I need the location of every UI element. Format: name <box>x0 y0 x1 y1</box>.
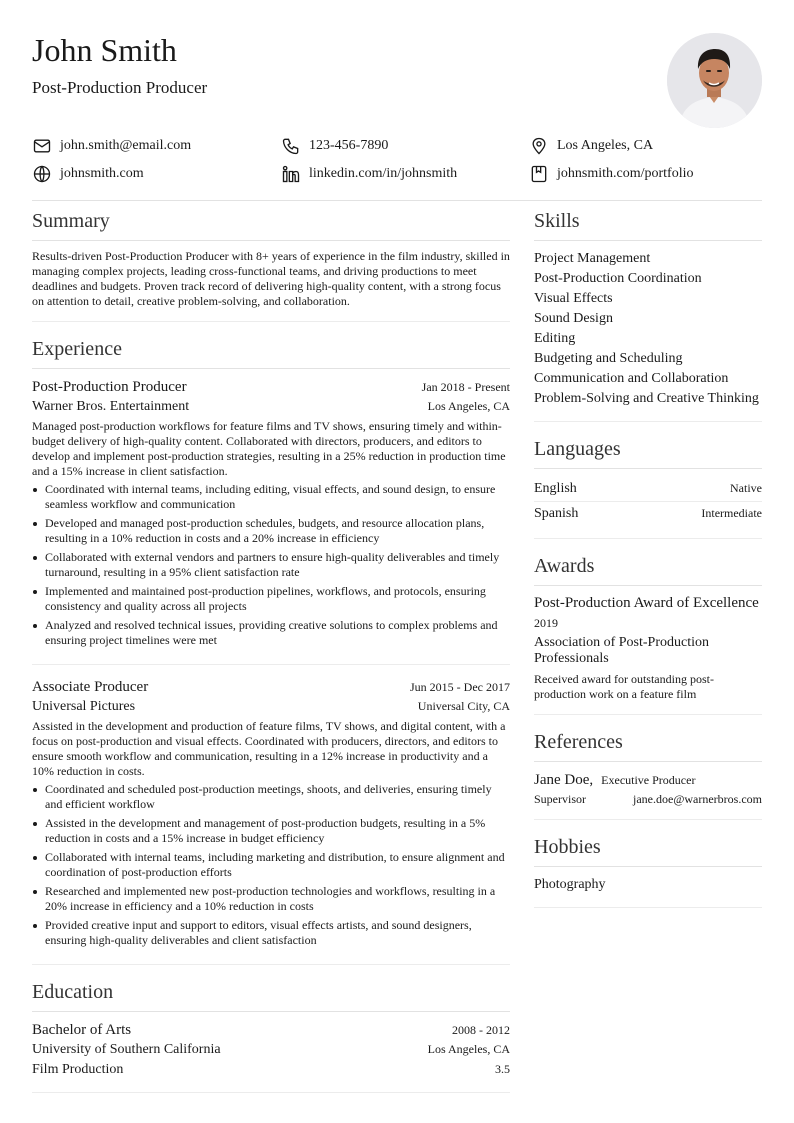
language-level: Intermediate <box>701 506 762 520</box>
language-item <box>534 477 762 501</box>
skill-item: Problem-Solving and Creative Thinking <box>534 391 759 406</box>
job-entry <box>32 377 510 665</box>
language-level: Native <box>730 481 762 495</box>
skill-item: Visual Effects <box>534 291 613 306</box>
summary-text: Results-driven Post-Production Producer with 8+ years of experience in the film industry, skilled in managing complex projects, leading cross-functional teams, and driving productions to meet deadlines and budgets. Proven track record of delivering high-quality content, with a strong focus on attention to detail, creative problem-solving, and collaboration. <box>32 249 510 308</box>
linkedin-text[interactable]: linkedin.com/in/johnsmith <box>309 166 458 181</box>
job-bullets <box>32 482 510 648</box>
education-section <box>32 979 510 1093</box>
gpa: 3.5 <box>495 1062 510 1076</box>
language-name: Spanish <box>534 506 579 521</box>
bullet-item: Implemented and maintained post-production pipelines, workflows, and protocols, ensuring consistency and quality across all projects <box>32 584 510 614</box>
references-heading: References <box>534 729 762 762</box>
experience-section <box>32 336 510 965</box>
education-heading: Education <box>32 979 510 1012</box>
main-column <box>32 208 510 1107</box>
education-dates: 2008 - 2012 <box>452 1023 510 1037</box>
languages-heading: Languages <box>534 436 762 469</box>
degree: Bachelor of Arts <box>32 1022 132 1038</box>
skills-section <box>534 208 762 422</box>
candidate-title: Post-Production Producer <box>32 78 208 97</box>
portfolio-icon <box>529 164 549 184</box>
map-pin-icon <box>529 136 549 156</box>
experience-heading: Experience <box>32 336 510 369</box>
language-name: English <box>534 481 577 496</box>
bullet-item: Assisted in the development and management of post-production budgets, resulting in a 5% reduction in costs and a 15% increase in budget efficiency <box>32 816 510 846</box>
bullet-item: Collaborated with internal teams, including marketing and distribution, to ensure alignment and coordination of post-production efforts <box>32 850 510 880</box>
job-entry <box>32 677 510 948</box>
phone-icon <box>281 136 301 156</box>
location-text: Los Angeles, CA <box>557 138 654 153</box>
reference-role: Executive Producer <box>601 773 696 787</box>
bullet-item: Collaborated with external vendors and partners to ensure high-quality deliverables and timely turnaround, resulting in a 95% client satisfaction rate <box>32 550 510 580</box>
language-item <box>534 501 762 526</box>
sidebar-column <box>534 208 762 922</box>
skill-item: Post-Production Coordination <box>534 271 702 286</box>
bullet-item: Developed and managed post-production schedules, budgets, and resource allocation plans, resulting in a 10% reduction in costs and a 20% increase in efficiency <box>32 516 510 546</box>
job-location: Universal City, CA <box>417 699 510 713</box>
job-title: Post-Production Producer <box>32 379 187 395</box>
skill-item: Budgeting and Scheduling <box>534 351 683 366</box>
job-title: Associate Producer <box>32 679 149 695</box>
skill-item: Sound Design <box>534 311 613 326</box>
awards-section <box>534 553 762 715</box>
email-text[interactable]: john.smith@email.com <box>60 138 192 153</box>
languages-section <box>534 436 762 539</box>
header-divider <box>32 200 762 201</box>
contact-portfolio[interactable] <box>529 162 694 186</box>
hobby-item: Photography <box>534 877 606 892</box>
award-date: 2019 <box>534 616 558 630</box>
contact-location <box>529 134 653 158</box>
hobbies-section <box>534 834 762 908</box>
education-location: Los Angeles, CA <box>427 1042 510 1056</box>
job-description: Assisted in the development and production of feature films, TV shows, and digital content, with a focus on post-production and visual effects. Coordinated with producers, directors, and editors to ensure smooth workflow and communication, resulting in a 12% increase in productivity and a 10% reduction in costs. <box>32 719 506 778</box>
job-dates: Jun 2015 - Dec 2017 <box>410 680 510 694</box>
award-organization: Association of Post-Production Professionals <box>534 635 709 666</box>
linkedin-icon <box>281 164 301 184</box>
mail-icon <box>32 136 52 156</box>
references-section <box>534 729 762 820</box>
contact-phone[interactable] <box>281 134 388 158</box>
awards-heading: Awards <box>534 553 762 586</box>
skill-item: Project Management <box>534 251 651 266</box>
hobbies-heading: Hobbies <box>534 834 762 867</box>
phone-text[interactable]: 123-456-7890 <box>309 138 389 153</box>
job-dates: Jan 2018 - Present <box>421 380 510 394</box>
reference-relation: Supervisor <box>534 792 586 806</box>
job-description: Managed post-production workflows for feature films and TV shows, ensuring timely and within-budget delivery of high-quality content. Collaborated with directors, producers, and editors to develop and implement post-production strategies, resulting in a 25% reduction in production time and a 15% increase in client satisfaction. <box>32 419 506 478</box>
award-description: Received award for outstanding post-production work on a feature film <box>534 672 714 701</box>
portfolio-text[interactable]: johnsmith.com/portfolio <box>557 166 694 181</box>
bullet-item: Researched and implemented new post-production technologies and workflows, resulting in a 20% increase in efficiency and a 10% reduction in costs <box>32 884 510 914</box>
contact-website[interactable] <box>32 162 144 186</box>
bullet-item: Coordinated and scheduled post-production meetings, shoots, and deliveries, ensuring timely and efficient workflow <box>32 782 510 812</box>
summary-heading: Summary <box>32 208 510 241</box>
bullet-item: Analyzed and resolved technical issues, providing creative solutions to complex problems and ensuring project timelines were met <box>32 618 510 648</box>
school: University of Southern California <box>32 1042 221 1057</box>
website-text[interactable]: johnsmith.com <box>60 166 144 181</box>
globe-icon <box>32 164 52 184</box>
skill-item: Communication and Collaboration <box>534 371 729 386</box>
summary-section <box>32 208 510 322</box>
contact-linkedin[interactable] <box>281 162 457 186</box>
job-bullets <box>32 782 510 948</box>
reference-name: Jane Doe, <box>534 772 594 788</box>
resume-header <box>32 30 762 130</box>
job-location: Los Angeles, CA <box>427 399 510 413</box>
bullet-item: Provided creative input and support to editors, visual effects artists, and sound designers, ensuring high-quality deliverables and client satisfaction <box>32 918 510 948</box>
profile-photo <box>667 33 762 128</box>
job-company: Universal Pictures <box>32 699 136 714</box>
skills-heading: Skills <box>534 208 762 241</box>
bullet-item: Coordinated with internal teams, including editing, visual effects, and sound design, to ensure seamless workflow and communication <box>32 482 510 512</box>
job-company: Warner Bros. Entertainment <box>32 399 190 414</box>
award-title: Post-Production Award of Excellence <box>534 595 759 611</box>
field-of-study: Film Production <box>32 1062 124 1077</box>
contact-email[interactable] <box>32 134 191 158</box>
candidate-name: John Smith <box>32 32 177 68</box>
reference-email[interactable]: jane.doe@warnerbros.com <box>633 792 762 806</box>
skill-item: Editing <box>534 331 576 346</box>
